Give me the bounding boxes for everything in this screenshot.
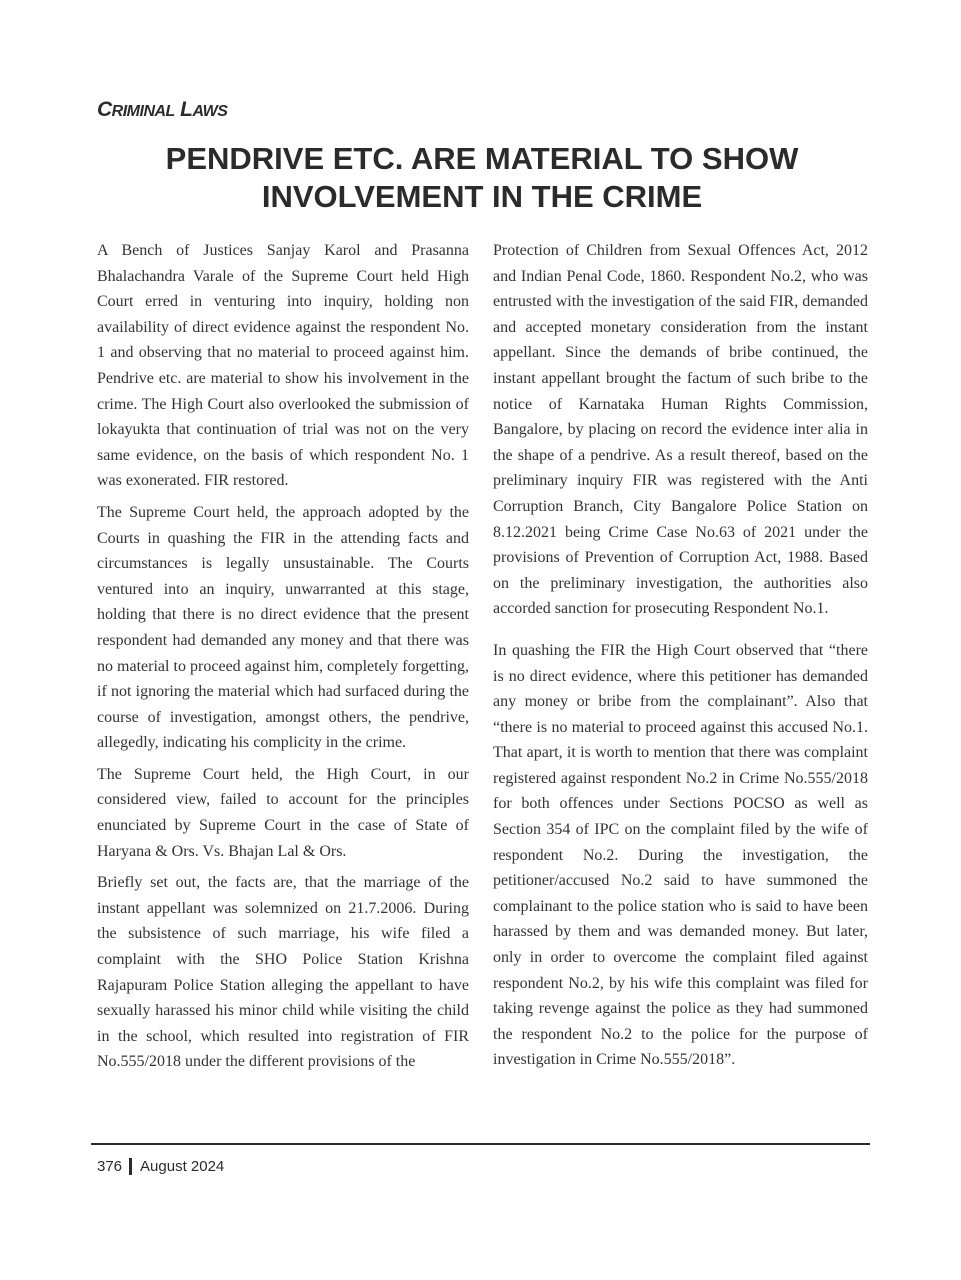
headline-line-2: INVOLVEMENT IN THE CRIME bbox=[261, 179, 703, 214]
section-label bbox=[97, 98, 227, 122]
section-label-rest-2: AWS bbox=[192, 103, 228, 120]
left-column bbox=[97, 238, 469, 1081]
page-footer bbox=[97, 1158, 224, 1175]
footer-rule bbox=[91, 1143, 870, 1145]
right-column bbox=[493, 238, 868, 1079]
paragraph: The Supreme Court held, the approach adopted by the Courts in quashing the FIR in the attending facts and circumstances is legally unsustainable. The Courts ventured into an inquiry, unwarranted at this stage, holding that there is no direct evidence that the present respondent had demanded any money and that there was no material to proceed against him, completely forgetting, if not ignoring the material which had surfaced during the course of investigation, amongst others, the pendrive, allegedly, indicating his complicity in the crime. bbox=[97, 503, 469, 752]
paragraph: Briefly set out, the facts are, that the marriage of the instant appellant was solemnized on 21.7.2006. During the subsistence of such marriage, his wife filed a complaint with the SHO Police Station Krishna Rajapuram Police Station alleging the appellant to have sexually harassed his minor child while visiting the child in the school, which resulted into registration of FIR No.555/2018 under the different provisions of the bbox=[97, 874, 469, 1071]
footer-separator bbox=[129, 1158, 132, 1175]
headline-line-1: PENDRIVE ETC. ARE MATERIAL TO SHOW bbox=[165, 141, 799, 176]
paragraph: A Bench of Justices Sanjay Karol and Prasanna Bhalachandra Varale of the Supreme Court held High Court erred in venturing into inquiry, holding non availability of direct evidence against the respondent No. 1 and observing that no material to proceed against him. Pendrive etc. are material to show his involvement in the crime. The High Court also overlooked the submission of lokayukta that continuation of trial was not on the very same evidence, on the basis of which respondent No. 1 was exonerated. FIR restored. bbox=[97, 242, 469, 490]
paragraph: Protection of Children from Sexual Offences Act, 2012 and Indian Penal Code, 1860. Respondent No.2, who was entrusted with the investigation of the said FIR, demanded and accepted monetary consideration from the instant appellant. Since the demands of bribe continued, the instant appellant brought the factum of such bribe to the notice of Karnataka Human Rights Commission, Bangalore, by placing on record the evidence inter alia in the shape of a pendrive. As a result thereof, based on the preliminary inquiry FIR was registered with the Anti Corruption Branch, City Bangalore Police Station on 8.12.2021 being Crime Case No.63 of 2021 under the provisions of Prevention of Corruption Act, 1988. Based on the preliminary investigation, the authorities also accorded sanction for prosecuting Respondent No.1. bbox=[493, 242, 868, 618]
section-label-initial-1: C bbox=[97, 98, 112, 121]
article-headline bbox=[97, 140, 867, 216]
paragraph: In quashing the FIR the High Court observed that “there is no direct evidence, where this petitioner has demanded any money or bribe from the complainant”. Also that “there is no material to proceed against this accused No.1. That apart, it is worth to mention that there was complaint registered against respondent No.2 in Crime No.555/2018 for both offences under Sections POCSO as well as Section 354 of IPC on the complaint filed by the wife of respondent No.2. During the investigation, the petitioner/accused No.2 said to have summoned the complainant to the police station who is said to have been harassed by them and was demanded money. But later, only in order to overcome the complaint filed against respondent No.2, by his wife this complaint was filed for taking revenge against the police as they had summoned the respondent No.2 to the police for the purpose of investigation in Crime No.555/2018”. bbox=[493, 641, 868, 1069]
paragraph: The Supreme Court held, the High Court, in our considered view, failed to account for the principles enunciated by Supreme Court in the case of State of Haryana & Ors. Vs. Bhajan Lal & Ors. bbox=[97, 765, 469, 860]
section-label-rest-1: RIMINAL bbox=[111, 103, 175, 120]
page-number: 376 bbox=[97, 1158, 123, 1175]
section-label-initial-2: L bbox=[180, 98, 193, 121]
issue-date: August 2024 bbox=[140, 1158, 225, 1175]
